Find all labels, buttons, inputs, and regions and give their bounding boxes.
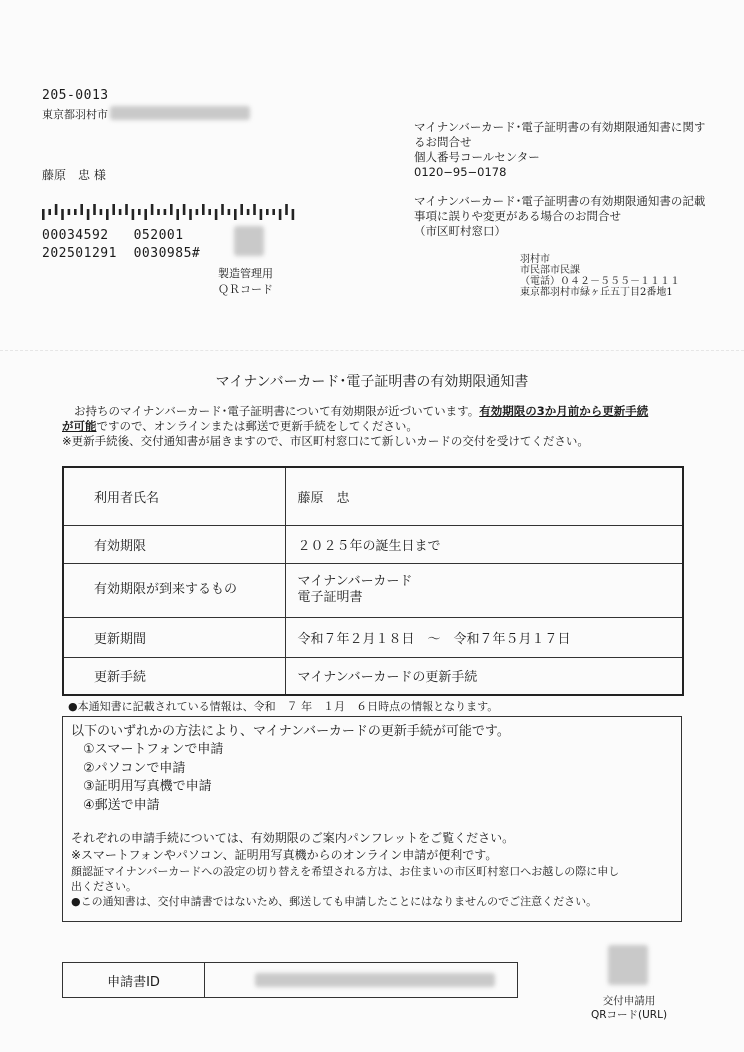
code-1a: 00034592 bbox=[42, 228, 109, 243]
user-name-value: 藤原 忠 bbox=[285, 467, 683, 525]
renewal-methods-box bbox=[62, 716, 682, 922]
method-item: ②パソコンで申請 bbox=[83, 760, 186, 776]
barcode-bar bbox=[112, 204, 115, 215]
table-row bbox=[63, 657, 683, 695]
application-id-field bbox=[62, 962, 518, 998]
row-label: 更新手続 bbox=[63, 657, 285, 695]
office-phone: （電話）０４２－５５５－１１１１ bbox=[520, 276, 680, 287]
barcode-bar bbox=[164, 209, 167, 215]
row-label: 有効期限 bbox=[63, 525, 285, 563]
application-qr-label: 交付申請用 QRコード(URL) bbox=[590, 995, 668, 1021]
barcode-bar bbox=[253, 204, 256, 215]
code-line-1 bbox=[42, 228, 184, 243]
table-row bbox=[63, 467, 683, 525]
row-label: 利用者氏名 bbox=[63, 467, 285, 525]
municipal-office: 羽村市 市民部市民課 （電話）０４２－５５５－１１１１ 東京都羽村市緑ヶ丘五丁目2番地1 bbox=[520, 254, 680, 298]
barcode-bar bbox=[157, 209, 160, 215]
manufacturing-qr-icon bbox=[234, 226, 264, 256]
info-as-of-note: ●本通知書に記載されている情報は、令和 ７ 年 １月 ６日時点の情報となります。 bbox=[68, 700, 499, 713]
table-row bbox=[63, 525, 683, 563]
expiring-items-value: マイナンバーカード 電子証明書 bbox=[285, 563, 683, 617]
table-row bbox=[63, 563, 683, 617]
postal-code: 205-0013 bbox=[42, 88, 109, 103]
barcode-bar bbox=[247, 209, 250, 215]
barcode-bar bbox=[240, 204, 243, 215]
barcode-bar bbox=[55, 204, 58, 215]
pamphlet-note: それぞれの申請手続については、有効期限のご案内パンフレットをご覧ください。 bbox=[71, 831, 515, 845]
barcode-bar bbox=[183, 204, 186, 215]
renewal-procedure-value: マイナンバーカードの更新手続 bbox=[285, 657, 683, 695]
notice-title: マイナンバーカード･電子証明書の有効期限通知書 bbox=[215, 374, 529, 390]
barcode-bar bbox=[144, 209, 147, 220]
method-item: ④郵送で申請 bbox=[83, 797, 160, 813]
barcode-bar bbox=[272, 209, 275, 215]
barcode-bar bbox=[170, 204, 173, 215]
barcode-bar bbox=[80, 204, 83, 215]
barcode-bar bbox=[93, 204, 96, 215]
barcode-bar bbox=[87, 209, 90, 220]
address-redaction bbox=[110, 106, 250, 120]
row-label: 有効期限が到来するもの bbox=[63, 563, 285, 617]
barcode-bar bbox=[61, 209, 64, 220]
barcode-bar bbox=[189, 209, 192, 220]
application-qr-icon bbox=[608, 945, 648, 985]
expiry-info-table bbox=[62, 466, 684, 696]
face-auth-note: 顔認証マイナンバーカードへの設定の切り替えを希望される方は、お住まいの市区町村窓口へお越しの際に申し 出ください。 bbox=[71, 865, 620, 893]
barcode-bar bbox=[279, 209, 282, 220]
renewal-period-value: 令和７年２月１８日 ～ 令和７年５月１７日 bbox=[285, 617, 683, 657]
barcode-bar bbox=[208, 209, 211, 215]
barcode-bar bbox=[285, 204, 288, 215]
fold-line bbox=[0, 350, 744, 351]
barcode-bar bbox=[234, 209, 237, 220]
code-1b: 052001 bbox=[133, 228, 184, 243]
barcode-bar bbox=[215, 209, 218, 220]
barcode-bar bbox=[266, 209, 269, 215]
online-note: ※スマートフォンやパソコン、証明用写真機からのオンライン申請が便利です。 bbox=[71, 848, 498, 862]
barcode-bar bbox=[138, 209, 141, 215]
barcode-bar bbox=[125, 204, 128, 215]
expiry-value: ２０２５年の誕生日まで bbox=[285, 525, 683, 563]
office-address: 東京都羽村市緑ヶ丘五丁目2番地1 bbox=[520, 287, 673, 298]
application-id-label: 申請書ID bbox=[63, 963, 205, 997]
postal-barcode bbox=[42, 204, 298, 220]
barcode-bar bbox=[48, 209, 51, 215]
barcode-bar bbox=[100, 209, 103, 215]
inquiry-contact: マイナンバーカード･電子証明書の有効期限通知書に関す るお問合せ 個人番号コールセンター 0120−95−0178 bbox=[414, 120, 724, 180]
code-line-2 bbox=[42, 246, 200, 261]
barcode-bar bbox=[132, 209, 135, 220]
barcode-bar bbox=[119, 209, 122, 215]
barcode-bar bbox=[196, 209, 199, 215]
recipient-name: 藤原 忠 様 bbox=[42, 168, 106, 182]
application-id-redaction bbox=[255, 973, 495, 987]
row-label: 更新期間 bbox=[63, 617, 285, 657]
table-row bbox=[63, 617, 683, 657]
barcode-bar bbox=[68, 209, 71, 215]
barcode-bar bbox=[202, 204, 205, 215]
barcode-bar bbox=[106, 209, 109, 220]
methods-lead: 以下のいずれかの方法により、マイナンバーカードの更新手続が可能です。 bbox=[71, 724, 510, 739]
barcode-bar bbox=[176, 209, 179, 220]
barcode-bar bbox=[221, 204, 224, 215]
notice-intro: お持ちのマイナンバーカード･電子証明書について有効期限が近づいています。有効期限の3か月前から更新手続 が可能ですので、オンラインまたは郵送で更新手続をしてください。 bbox=[62, 404, 649, 433]
renewal-note: ※更新手続後、交付通知書が届きますので、市区町村窓口にて新しいカードの交付を受けてください。 bbox=[62, 434, 589, 448]
manufacturing-qr-label: 製造管理用 ＱＲコード bbox=[218, 267, 273, 296]
barcode-bar bbox=[260, 209, 263, 220]
recipient-address: 東京都羽村市 bbox=[42, 108, 108, 121]
barcode-bar bbox=[228, 209, 231, 215]
barcode-bar bbox=[151, 204, 154, 215]
method-item: ①スマートフォンで申請 bbox=[83, 742, 224, 757]
correction-contact: マイナンバーカード･電子証明書の有効期限通知書の記載 事項に誤りや変更がある場合のお問合せ （市区町村窓口） bbox=[414, 194, 706, 238]
call-center-phone: 0120−95−0178 bbox=[414, 165, 507, 179]
not-application-note: ●この通知書は、交付申請書ではないため、郵送しても申請したことにはなりませんのでご注意ください。 bbox=[71, 895, 598, 908]
barcode-bar bbox=[42, 209, 45, 220]
barcode-bar bbox=[292, 209, 295, 220]
method-item: ③証明用写真機で申請 bbox=[83, 779, 212, 794]
barcode-bar bbox=[74, 209, 77, 215]
code-2a: 202501291 bbox=[42, 246, 117, 261]
code-2b: 0030985# bbox=[133, 246, 201, 261]
